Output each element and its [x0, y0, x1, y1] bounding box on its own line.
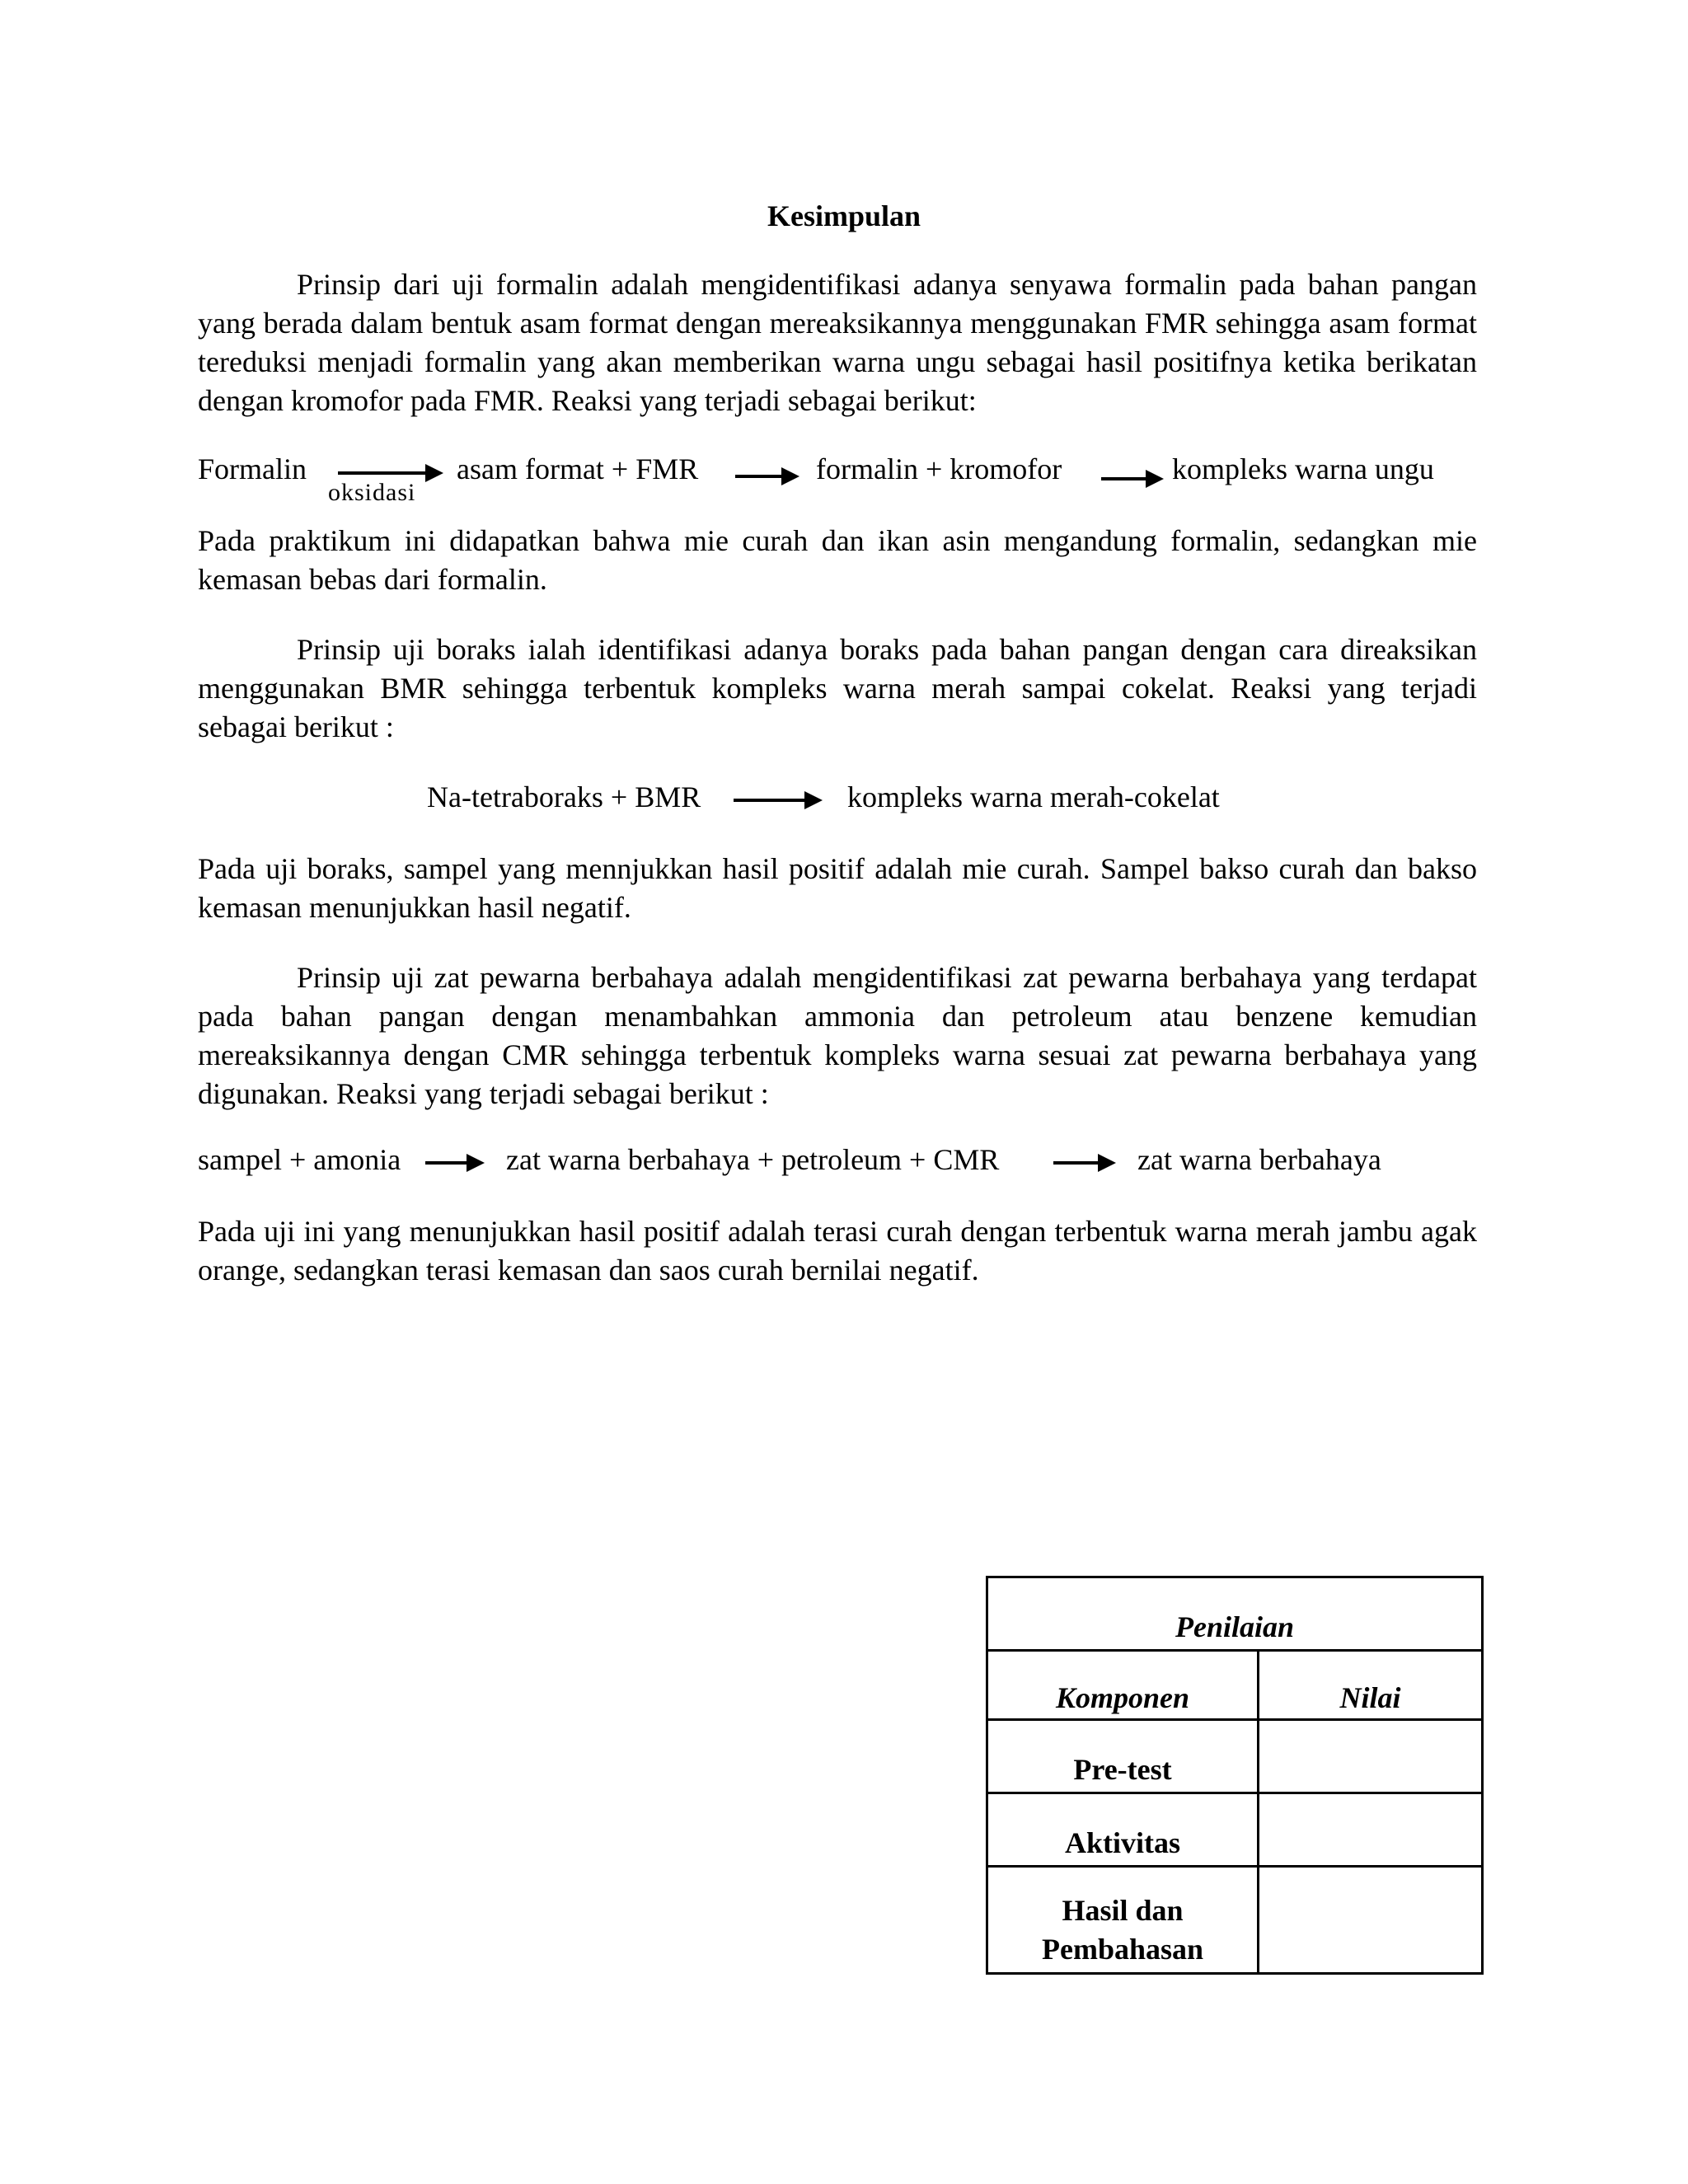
table-row: [987, 1720, 1483, 1793]
reaction-arrow: [735, 467, 799, 485]
column-header-value: Nilai: [1259, 1651, 1483, 1720]
assessment-table: [986, 1576, 1484, 1975]
reaction-arrow: [734, 791, 823, 809]
component-cell: Aktivitas: [987, 1793, 1259, 1867]
value-cell[interactable]: [1259, 1793, 1483, 1867]
value-cell[interactable]: [1259, 1720, 1483, 1793]
reaction1-step2: formalin + kromofor: [816, 452, 1062, 485]
reaction1-arrow-label: oksidasi: [328, 479, 416, 506]
component-cell: Pre-test: [987, 1720, 1259, 1793]
table-row: [987, 1793, 1483, 1867]
reaction1-step1: asam format + FMR: [457, 452, 699, 485]
reaction3-step1: zat warna berbahaya + petroleum + CMR: [506, 1143, 1000, 1176]
reaction3-product: zat warna berbahaya: [1137, 1143, 1381, 1176]
table-header-row: [987, 1651, 1483, 1720]
reaction3-reactant: sampel + amonia: [198, 1143, 401, 1176]
column-header-component: Komponen: [987, 1651, 1259, 1720]
page-title: Kesimpulan: [767, 199, 921, 232]
reaction1-product: kompleks warna ungu: [1172, 452, 1434, 485]
table-title-row: [987, 1577, 1483, 1651]
paragraph-dye-principle: [198, 958, 1477, 1113]
paragraph-text: Prinsip dari uji formalin adalah mengidentifikasi adanya senyawa formalin pada bahan pangan yang berada dalam bentuk asam format dengan mereaksikannya menggunakan FMR sehingga asam format tereduksi menjadi formalin yang akan memberikan warna ungu sebagai hasil positifnya ketika berikatan dengan kromofor pada FMR. Reaksi yang terjadi sebagai berikut:: [198, 268, 1477, 417]
reaction-arrow: [425, 1154, 485, 1172]
reaction-arrow: [1053, 1154, 1116, 1172]
value-cell[interactable]: [1259, 1867, 1483, 1974]
table-row: [987, 1867, 1483, 1974]
reaction2-reactant: Na-tetraboraks + BMR: [427, 780, 701, 813]
paragraph-formalin-result: Pada praktikum ini didapatkan bahwa mie curah dan ikan asin mengandung formalin, sedangkan mie kemasan bebas dari formalin.: [198, 524, 1477, 596]
component-line: Hasil dan: [1062, 1894, 1184, 1927]
paragraph-dye-result: Pada uji ini yang menunjukkan hasil positif adalah terasi curah dengan terbentuk warna merah jambu agak orange, sedangkan terasi kemasan dan saos curah bernilai negatif.: [198, 1215, 1477, 1286]
paragraph-borax-result: Pada uji boraks, sampel yang mennjukkan hasil positif adalah mie curah. Sampel bakso curah dan bakso kemasan menunjukkan hasil negatif.: [198, 852, 1477, 924]
paragraph-text: Prinsip uji zat pewarna berbahaya adalah mengidentifikasi zat pewarna berbahaya yang terdapat pada bahan pangan dengan menambahkan ammonia dan petroleum atau benzene kemudian mereaksikannya dengan CMR sehingga terbentuk kompleks warna sesuai zat pewarna berbahaya yang digunakan. Reaksi yang terjadi sebagai berikut :: [198, 961, 1477, 1110]
component-cell: [987, 1867, 1259, 1974]
paragraph-formalin-principle: [198, 265, 1477, 420]
table-title: Penilaian: [987, 1577, 1483, 1651]
paragraph-text: Prinsip uji boraks ialah identifikasi adanya boraks pada bahan pangan dengan cara direaksikan menggunakan BMR sehingga terbentuk kompleks warna merah sampai cokelat. Reaksi yang terjadi sebagai berikut :: [198, 633, 1477, 743]
reaction1-reactant: Formalin: [198, 452, 307, 485]
paragraph-borax-principle: [198, 630, 1477, 747]
reaction2-product: kompleks warna merah-cokelat: [847, 780, 1220, 813]
reaction-arrow: [1101, 470, 1164, 488]
component-line: Pembahasan: [1041, 1933, 1204, 1966]
